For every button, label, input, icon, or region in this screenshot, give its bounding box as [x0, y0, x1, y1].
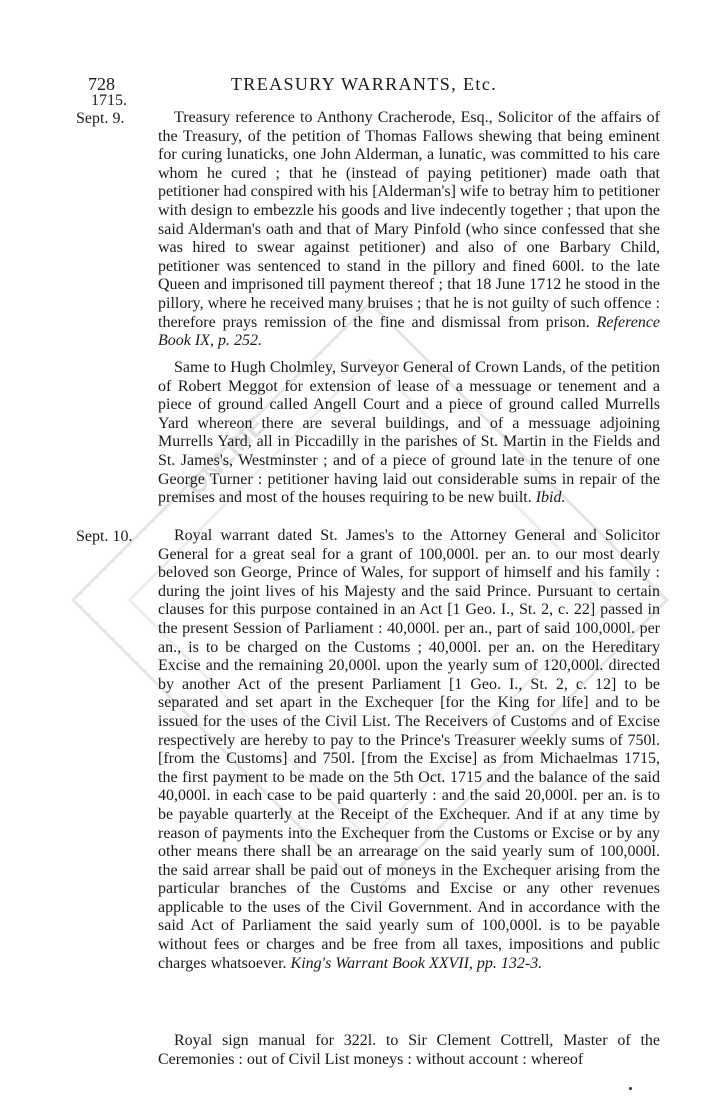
entry-paragraph	[158, 359, 660, 508]
entry-text: Royal warrant dated St. James's to the Attorney General and Solicitor General for a great seal for a grant of 100,000l. per an. to our most dearly beloved son George, Prince of Wales, for support of himself and his family : during the joint lives of his Majesty and the said Prince. Pursuant to certain clauses for this purpose contained in an Act [1 Geo. I., St. 2, c. 22] passed in the present Session of Parliament : 40,000l. per an., part of said 100,000l. per an., is to be charged on the Customs ; 40,000l. per an. on the Hereditary Excise and the remaining 20,000l. upon the yearly sum of 120,000l. directed by another Act of the present Parliament [1 Geo. I., St. 2, c. 12] to be separated and set apart in the Exchequer [for the King for life] and to be issued for the uses of the Civil List. The Receivers of Customs and of Excise respectively are hereby to pay to the Prince's Treasurer weekly sums of 750l. [from the Customs] and 750l. [from the Excise] as from Michaelmas 1715, the first payment to be made on the 5th Oct. 1715 and the balance of the said 40,000l. in each case to be paid quarterly : and the said 20,000l. per an. is to be payable quarterly at the Receipt of the Exchequer. And if at any time by reason of payments into the Exchequer from the Customs or Excise or by any other means there shall be an arrearage on the said yearly sum of 100,000l. the said arrear shall be paid out of moneys in the Exchequer arising from the particular branches of the Customs and Excise or any other revenues applicable to the uses of the Civil Government. And in accordance with the said Act of Parliament the said yearly sum of 100,000l. is to be payable without fees or charges and be free from all taxes, impositions and public charges whatsoever.	[158, 527, 660, 972]
entry-reference: Reference Book IX, p. 252.	[158, 313, 661, 350]
entry-reference: King's Warrant Book XXVII, pp. 132-3.	[290, 954, 543, 972]
stray-mark	[629, 1087, 632, 1090]
entry-text: Same to Hugh Cholmley, Surveyor General of Crown Lands, of the petition of Robert Meggot for extension of lease of a messuage or tenement and a piece of ground called Angell Court and a piece of ground called Murrells Yard whereon there are several buildings, and of a messuage adjoining Murrells Yard, all in Piccadilly in the parishes of St. Martin in the Fields and St. James's, Westminster ; and of a piece of ground late in the tenure of one George Turner : petitioner having laid out considerable sums in repair of the premises and most of the houses requiring to be new built.	[158, 359, 660, 507]
entry-paragraph	[158, 527, 660, 973]
entry-text: Treasury reference to Anthony Cracherode, Esq., Solicitor of the affairs of the Treasury, of the petition of Thomas Fallows shewing that being eminent for curing lunaticks, one John Alderman, a lunatic, was committed to his care whom he cured ; that he (instead of paying petitioner) made oath that petitioner had conspired with his [Alderman's] wife to betray him to petitioner with design to embezzle his goods and live indecently together ; that upon the said Alderman's oath and that of Mary Pinfold (who since confessed that she was hired to swear against petitioner) and also of one Barbary Child, petitioner was sentenced to stand in the pillory and fined 600l. to the late Queen and imprisoned till payment thereof ; that 18 June 1712 he stood in the pillory, where he received many bruises ; that he is not guilty of such offence : therefore prays remission of the fine and dismissal from prison.	[158, 109, 660, 331]
year-label: 1715.	[91, 92, 127, 109]
page-number: 728	[88, 74, 115, 94]
running-head: TREASURY WARRANTS, Etc.	[230, 74, 498, 94]
entry-text: Royal sign manual for 322l. to Sir Clement Cottrell, Master of the Ceremonies : out of Civil List moneys : without account : whereof	[158, 1032, 660, 1068]
entry-paragraph	[158, 109, 660, 351]
entry-date: Sept. 10.	[76, 528, 133, 545]
entry-paragraph	[158, 1032, 660, 1069]
entry-date: Sept. 9.	[76, 110, 125, 127]
watermark-text: ONLINE	[180, 410, 272, 502]
entry-reference: Ibid.	[535, 489, 566, 507]
